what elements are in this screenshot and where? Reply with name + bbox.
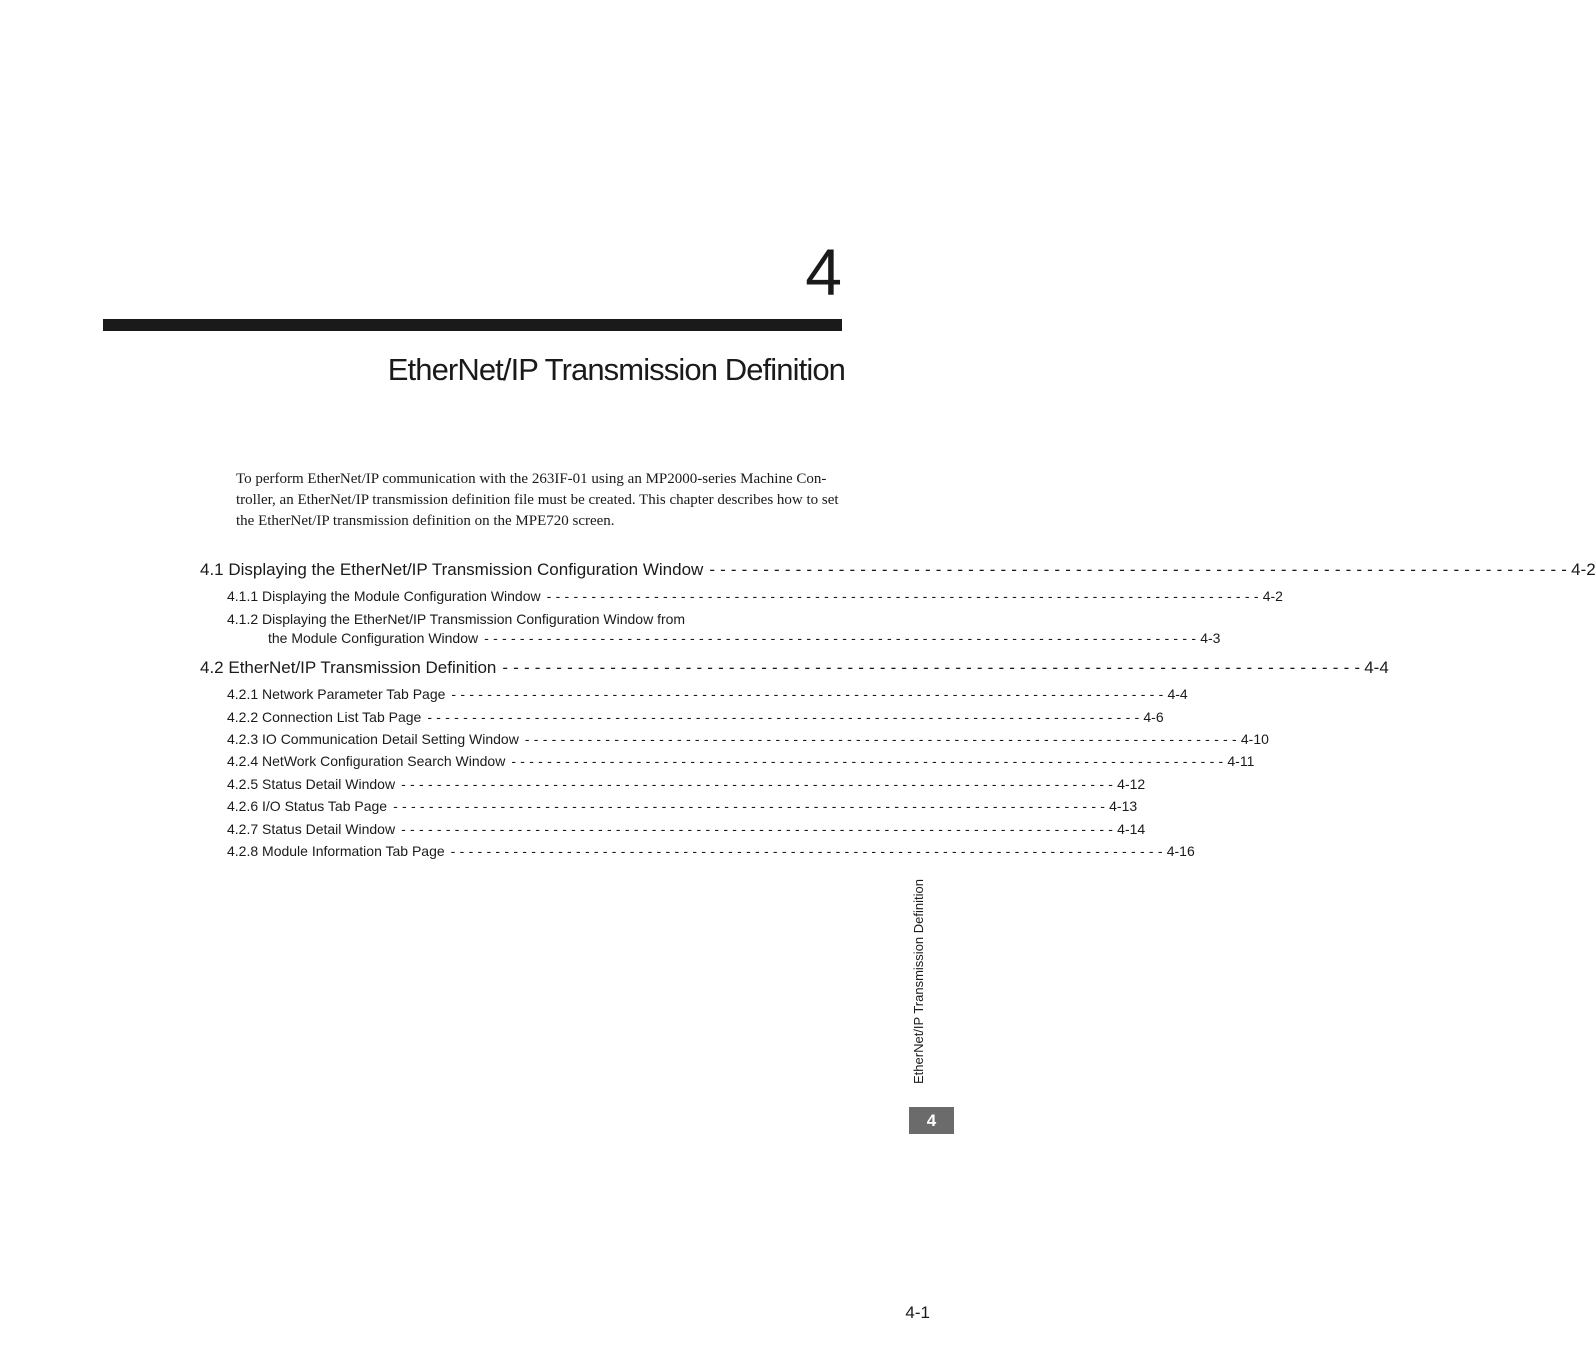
toc-leader-dots: - - - - - - - - - - - - - - - - - - - - - - - - - - - - - - - - - - - - - - - - - - - - - - - - - - - - - - - - - - - - - - - - - - - - - - - - - - - - - - - - <box>451 686 1164 702</box>
toc-leader-dots: - - - - - - - - - - - - - - - - - - - - - - - - - - - - - - - - - - - - - - - - - - - - - - - - - - - - - - - - - - - - - - - - - - - - - - - - - - - - - - - - <box>484 630 1197 646</box>
toc-entry-label: 4.1.2 Displaying the EtherNet/IP Transmission Configuration Window from <box>227 611 686 627</box>
toc-entry-label: the Module Configuration Window <box>268 630 479 646</box>
toc-entry-4-2-4[interactable] <box>227 752 1255 770</box>
toc-entry-4-2-7[interactable] <box>227 820 1146 838</box>
side-chapter-tab: 4 <box>909 1107 954 1134</box>
toc-entry-label: 4.2.3 IO Communication Detail Setting Window <box>227 731 519 747</box>
toc-entry-page: 4-6 <box>1143 709 1164 725</box>
toc-entry-4-2-8[interactable] <box>227 842 1195 860</box>
toc-entry-label: 4.2.8 Module Information Tab Page <box>227 843 445 859</box>
toc-entry-label: 4.2.4 NetWork Configuration Search Window <box>227 753 506 769</box>
toc-leader-dots: - - - - - - - - - - - - - - - - - - - - - - - - - - - - - - - - - - - - - - - - - - - - - - - - - - - - - - - - - - - - - - - - - - - - - - - - - - - - - - - - <box>393 798 1106 814</box>
toc-entry-label: 4.2.6 I/O Status Tab Page <box>227 798 388 814</box>
toc-entry-page: 4-12 <box>1117 776 1146 792</box>
toc-leader-dots: - - - - - - - - - - - - - - - - - - - - - - - - - - - - - - - - - - - - - - - - - - - - - - - - - - - - - - - - - - - - - - - - - - - - - - - - - - - - - - - - <box>511 753 1224 769</box>
intro-line: troller, an EtherNet/IP transmission definition file must be created. This chapter describes how to set <box>236 492 839 508</box>
toc-entry-page: 4-3 <box>1200 630 1221 646</box>
toc-entry-4-2-3[interactable] <box>227 730 1269 748</box>
toc-entry-page: 4-10 <box>1240 731 1269 747</box>
toc-leader-dots: - - - - - - - - - - - - - - - - - - - - - - - - - - - - - - - - - - - - - - - - - - - - - - - - - - - - - - - - - - - - - - - - - - - - - - - - - - - - - - - - <box>401 776 1114 792</box>
toc-entry-4-1[interactable] <box>200 559 1596 581</box>
chapter-number: 4 <box>805 235 842 309</box>
toc-entry-4-1-1[interactable] <box>227 587 1283 605</box>
toc-entry-label: 4.2.1 Network Parameter Tab Page <box>227 686 446 702</box>
toc-entry-4-1-2[interactable] <box>227 610 840 628</box>
toc-leader-dots: - - - - - - - - - - - - - - - - - - - - - - - - - - - - - - - - - - - - - - - - - - - - - - - - - - - - - - - - - - - - - - - - - - - - - - - - - - - - - - - - <box>502 658 1361 677</box>
chapter-rule <box>103 319 842 331</box>
toc-entry-4-2-5[interactable] <box>227 775 1146 793</box>
toc-entry-4-2-1[interactable] <box>227 685 1188 703</box>
page-number: 4-1 <box>905 1303 930 1322</box>
toc-entry-4-2-2[interactable] <box>227 708 1164 726</box>
intro-line: the EtherNet/IP transmission definition on the MPE720 screen. <box>236 513 615 529</box>
toc-leader-dots: - - - - - - - - - - - - - - - - - - - - - - - - - - - - - - - - - - - - - - - - - - - - - - - - - - - - - - - - - - - - - - - - - - - - - - - - - - - - - - - - <box>709 560 1568 579</box>
toc-entry-page: 4-16 <box>1166 843 1195 859</box>
toc-leader-dots: - - - - - - - - - - - - - - - - - - - - - - - - - - - - - - - - - - - - - - - - - - - - - - - - - - - - - - - - - - - - - - - - - - - - - - - - - - - - - - - - <box>524 731 1237 747</box>
toc-entry-label: 4.1 Displaying the EtherNet/IP Transmission Configuration Window <box>200 560 704 579</box>
toc-entry-page: 4-4 <box>1167 686 1188 702</box>
toc-entry-page: 4-2 <box>1571 560 1596 579</box>
toc-entry-4-2-6[interactable] <box>227 797 1138 815</box>
toc-entry-page: 4-13 <box>1109 798 1138 814</box>
toc-entry-4-2[interactable] <box>200 657 1389 679</box>
toc-entry-page: 4-2 <box>1262 588 1283 604</box>
toc-entry-label: 4.1.1 Displaying the Module Configuration Window <box>227 588 541 604</box>
toc-leader-dots: - - - - - - - - - - - - - - - - - - - - - - - - - - - - - - - - - - - - - - - - - - - - - - - - - - - - - - - - - - - - - - - - - - - - - - - - - - - - - - - - <box>427 709 1140 725</box>
toc-entry-page: 4-14 <box>1117 821 1146 837</box>
toc-entry-page: 4-11 <box>1227 753 1255 769</box>
chapter-title: EtherNet/IP Transmission Definition <box>387 352 845 387</box>
toc-entry-4-1-2-continued[interactable] <box>268 629 1221 647</box>
intro-line: To perform EtherNet/IP communication with the 263IF-01 using an MP2000-series Machine Con- <box>236 471 827 487</box>
toc-entry-label: 4.2.5 Status Detail Window <box>227 776 396 792</box>
toc-entry-page: 4-4 <box>1364 658 1389 677</box>
toc-entry-label: 4.2.7 Status Detail Window <box>227 821 396 837</box>
toc-leader-dots: - - - - - - - - - - - - - - - - - - - - - - - - - - - - - - - - - - - - - - - - - - - - - - - - - - - - - - - - - - - - - - - - - - - - - - - - - - - - - - - - <box>401 821 1114 837</box>
toc-leader-dots: - - - - - - - - - - - - - - - - - - - - - - - - - - - - - - - - - - - - - - - - - - - - - - - - - - - - - - - - - - - - - - - - - - - - - - - - - - - - - - - - <box>450 843 1163 859</box>
side-chapter-label: EtherNet/IP Transmission Definition <box>911 879 926 1084</box>
toc-entry-label: 4.2 EtherNet/IP Transmission Definition <box>200 658 497 677</box>
intro-paragraph <box>236 469 846 532</box>
toc-entry-label: 4.2.2 Connection List Tab Page <box>227 709 422 725</box>
toc-leader-dots: - - - - - - - - - - - - - - - - - - - - - - - - - - - - - - - - - - - - - - - - - - - - - - - - - - - - - - - - - - - - - - - - - - - - - - - - - - - - - - - - <box>546 588 1259 604</box>
